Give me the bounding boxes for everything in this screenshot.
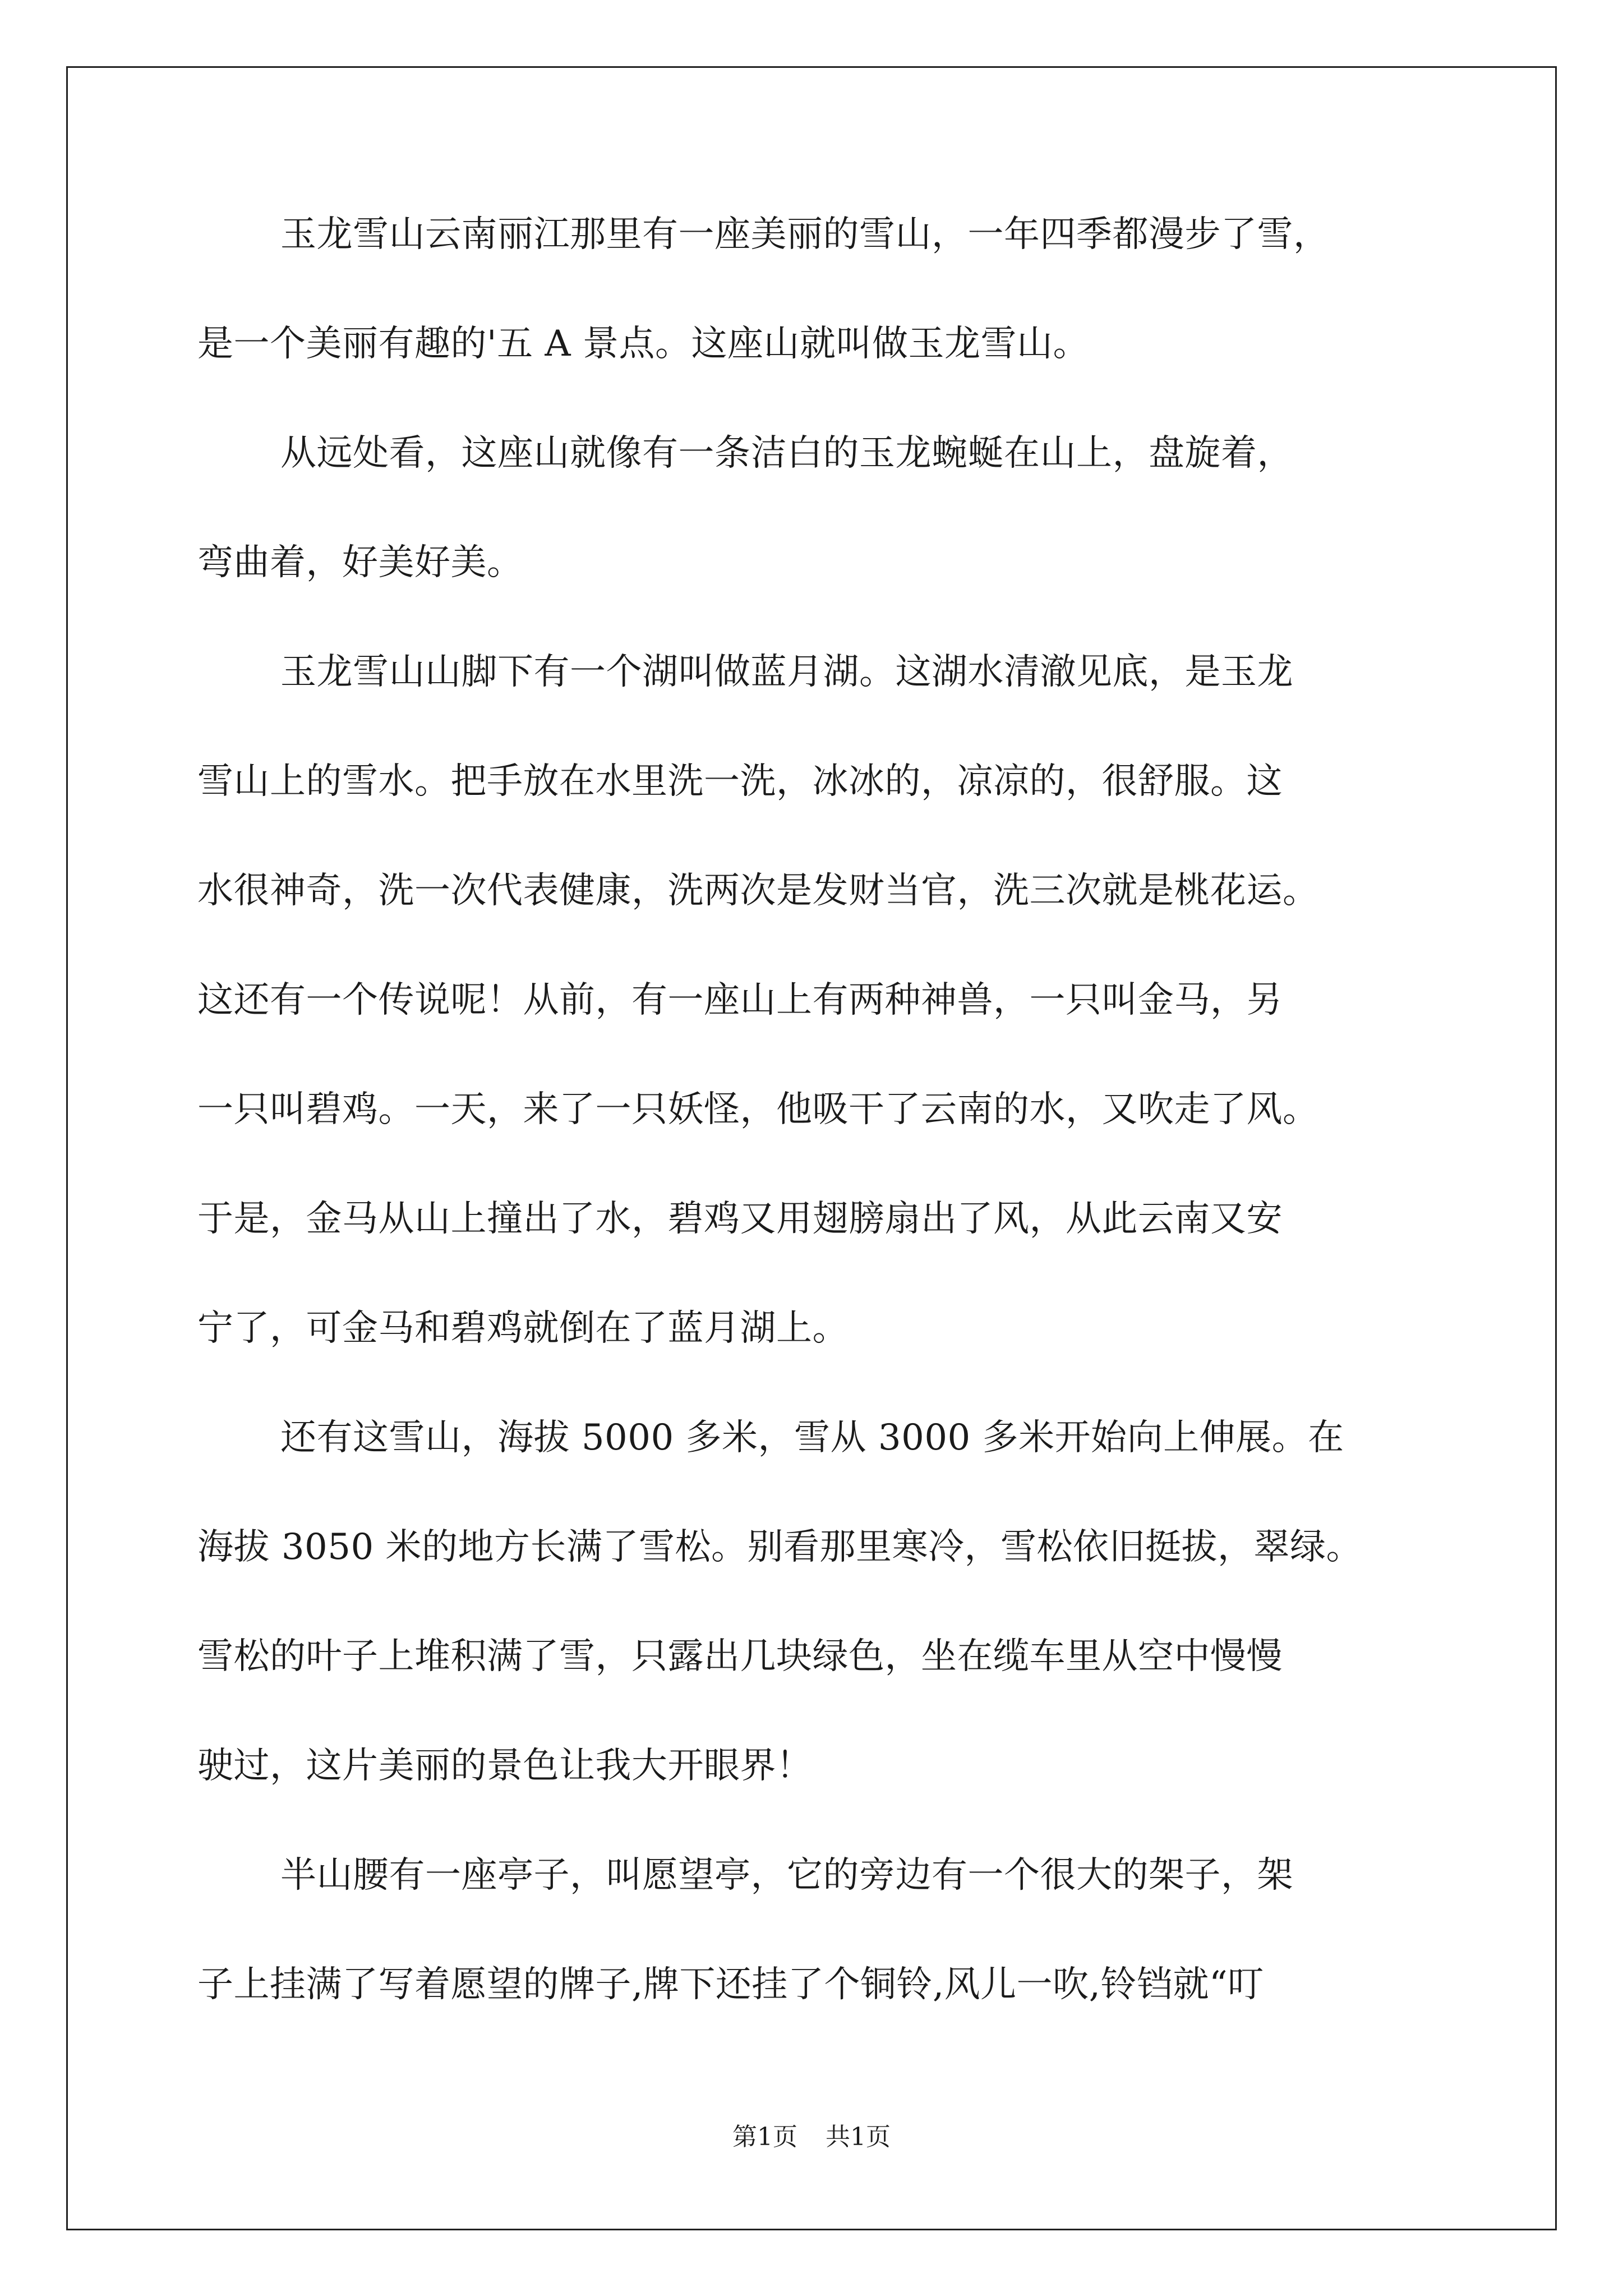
text-line: 子上挂满了写着愿望的牌子,牌下还挂了个铜铃,风儿一吹,铃铛就“叮 bbox=[197, 1964, 1264, 2005]
page-footer bbox=[0, 2122, 1623, 2153]
document-body bbox=[197, 212, 1437, 2072]
text-line: 玉龙雪山山脚下有一个湖叫做蓝月湖。这湖水清澈见底，是玉龙 bbox=[280, 651, 1293, 693]
text-line: 还有这雪山，海拔 5000 多米，雪从 3000 多米开始向上伸展。在 bbox=[280, 1417, 1344, 1458]
page-number-current: 第1页 bbox=[732, 2123, 797, 2151]
text-line: 海拔 3050 米的地方长满了雪松。别看那里寒冷，雪松依旧挺拔，翠绿。 bbox=[197, 1526, 1363, 1568]
text-line: 是一个美丽有趣的'五 A 景点。这座山就叫做玉龙雪山。 bbox=[197, 323, 1089, 365]
text-line: 这还有一个传说呢！从前，有一座山上有两种神兽，一只叫金马，另 bbox=[197, 979, 1283, 1021]
text-line: 从远处看，这座山就像有一条洁白的玉龙蜿蜒在山上，盘旋着， bbox=[280, 432, 1293, 474]
text-line: 雪山上的雪水。把手放在水里洗一洗，冰冰的，凉凉的，很舒服。这 bbox=[197, 761, 1283, 802]
text-line: 水很神奇，洗一次代表健康，洗两次是发财当官，洗三次就是桃花运。 bbox=[197, 870, 1319, 912]
text-line: 雪松的叶子上堆积满了雪，只露出几块绿色，坐在缆车里从空中慢慢 bbox=[197, 1636, 1283, 1677]
text-line: 半山腰有一座亭子，叫愿望亭，它的旁边有一个很大的架子，架 bbox=[280, 1855, 1293, 1896]
text-line: 于是，金马从山上撞出了水，碧鸡又用翅膀扇出了风，从此云南又安 bbox=[197, 1198, 1283, 1240]
text-line: 一只叫碧鸡。一天，来了一只妖怪，他吸干了云南的水，又吹走了风。 bbox=[197, 1089, 1319, 1130]
text-line: 驶过，这片美丽的景色让我大开眼界！ bbox=[197, 1745, 813, 1787]
text-line: 玉龙雪山云南丽江那里有一座美丽的雪山，一年四季都漫步了雪， bbox=[280, 214, 1330, 255]
text-line: 宁了，可金马和碧鸡就倒在了蓝月湖上。 bbox=[197, 1308, 849, 1349]
page-number-total: 共1页 bbox=[826, 2123, 891, 2151]
text-line: 弯曲着，好美好美。 bbox=[197, 542, 523, 583]
